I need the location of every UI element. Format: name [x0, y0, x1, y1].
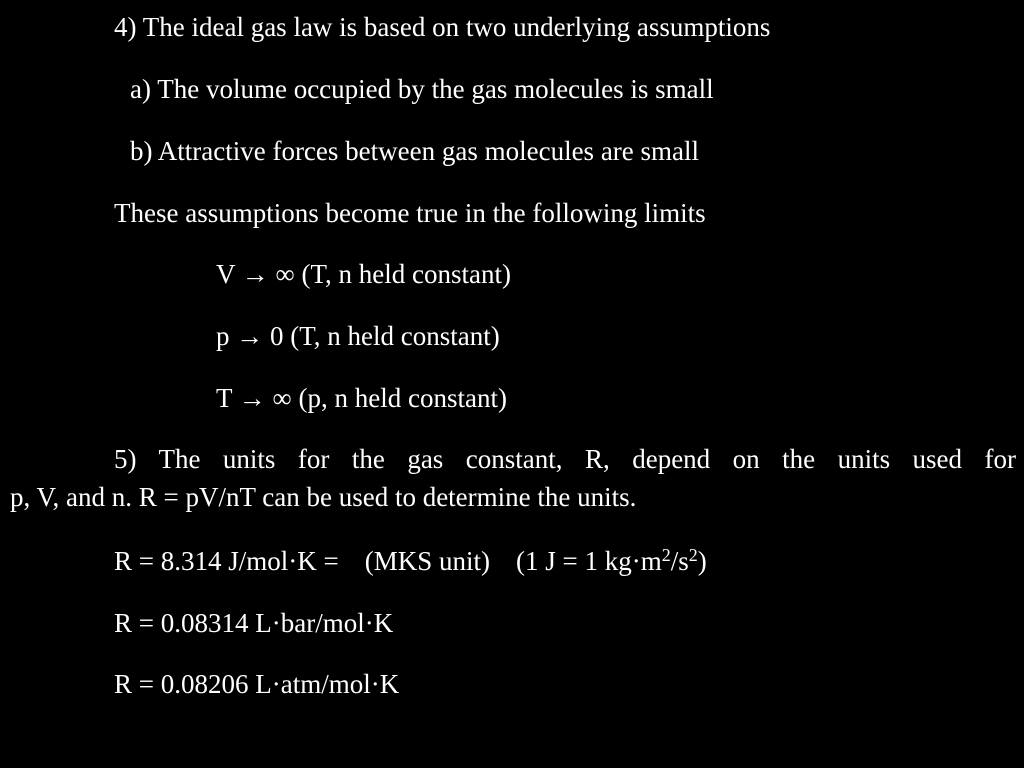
limit-temperature: T → ∞ (p, n held constant)	[216, 383, 507, 413]
limit-pressure: p → 0 (T, n held constant)	[216, 321, 500, 351]
limits-intro: These assumptions become true in the following limits	[114, 198, 706, 228]
joule-conversion-exponent-2: 2	[688, 545, 698, 565]
joule-conversion-exponent-1: 2	[661, 545, 671, 565]
gas-constant-bar: R = 0.08314 L·bar/mol·K	[114, 608, 394, 638]
gas-constant-mks-note: (MKS unit)	[364, 546, 490, 576]
gas-constant-mks-value: R = 8.314 J/mol·K =	[114, 546, 339, 576]
joule-conversion-mid: /s	[670, 546, 689, 576]
units-paragraph	[10, 440, 1016, 516]
gas-constant-mks	[114, 545, 707, 576]
joule-conversion-suffix: )	[697, 546, 707, 576]
gas-constant-atm: R = 0.08206 L·atm/mol·K	[114, 669, 400, 699]
assumptions-heading: 4) The ideal gas law is based on two underlying assumptions	[114, 12, 771, 42]
assumption-a: a) The volume occupied by the gas molecules is small	[130, 74, 714, 104]
limit-volume: V → ∞ (T, n held constant)	[216, 259, 511, 289]
joule-conversion	[516, 546, 707, 576]
assumption-b: b) Attractive forces between gas molecules are small	[130, 136, 700, 166]
units-paragraph-line1: 5) The units for the gas constant, R, depend on the units used for	[114, 444, 1016, 474]
units-paragraph-line2: p, V, and n. R = pV/nT can be used to determine the units.	[10, 482, 637, 512]
joule-conversion-prefix: (1 J = 1 kg·m	[515, 546, 662, 576]
